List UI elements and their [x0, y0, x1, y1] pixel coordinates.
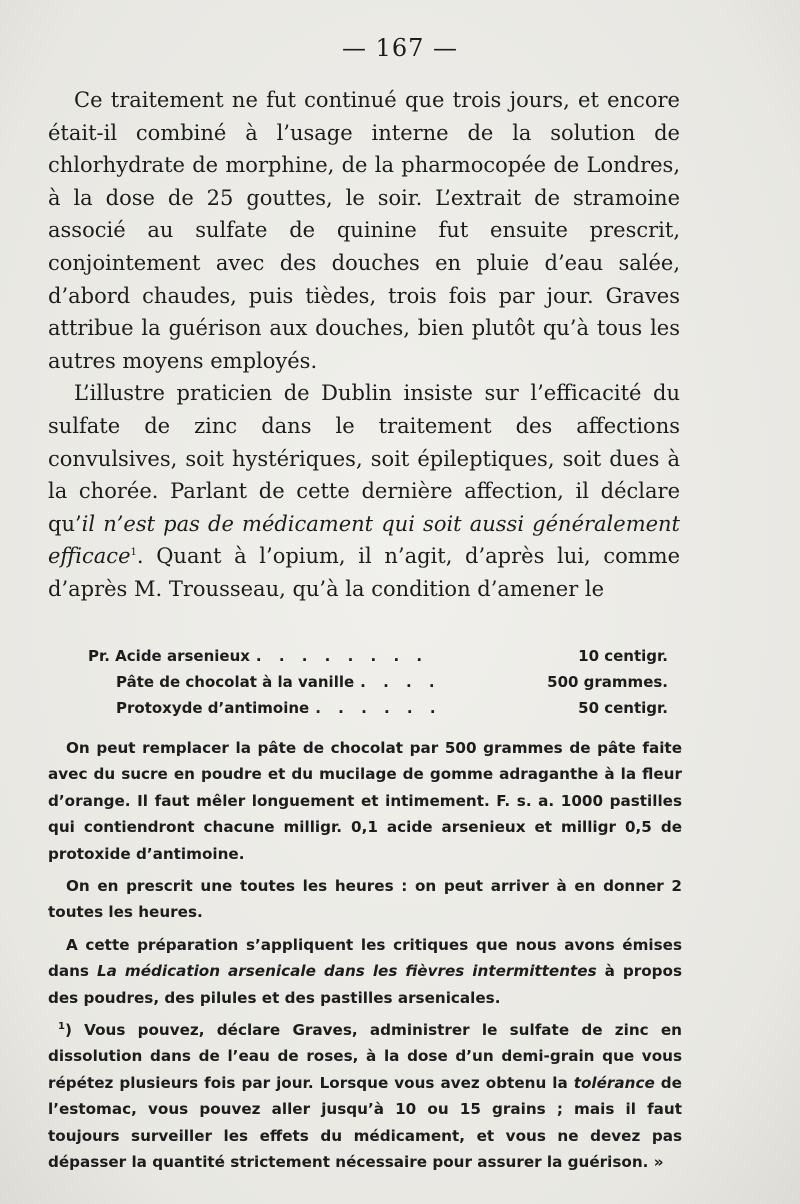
paragraph-1: Ce traitement ne fut continué que trois jours, et encore était-il combiné à l’usage interne de la solution de chlorhydrate de morphine, de la pharmocopée de Londres, à la dose de 25 gouttes, le soir. L’extrait de stramoine associé au sulfate de quinine fut ensuite prescrit, conjointement avec des douches en pluie d’eau salée, d’abord chaudes, puis tièdes, trois fois par jour. Graves attribue la guérison aux douches, bien plutôt qu’à tous les autres moyens employés.	[48, 88, 680, 373]
prescription-row	[88, 669, 668, 695]
leader-dots: . . . . . . . .	[255, 647, 429, 665]
prescription-row	[88, 695, 668, 721]
page-number: — 167 —	[341, 34, 459, 62]
leader-dots: . . . .	[360, 673, 441, 691]
paragraph-2-text: L’illustre praticien de Dublin insiste sur l’efficacité du sulfate de zinc dans le traitement des affections convulsives, soit hystériques, soit épileptiques, soit dues à la chorée. Parlant de cette dernière affection, il déclare qu’	[48, 381, 680, 536]
ingredient-name: Pâte de chocolat à la vanille	[116, 673, 355, 691]
footnote-ref: 1	[130, 547, 137, 559]
notes-section	[48, 735, 682, 1182]
footnote-term: tolérance	[573, 1073, 655, 1092]
paragraph-2-quote: il n’est pas de médicament qui soit aussi généralement efficace	[48, 511, 680, 569]
main-text	[48, 84, 680, 606]
note-3-text: A cette préparation s’appliquent les critiques que nous avons émises dans	[48, 935, 682, 981]
footnote	[48, 1017, 682, 1175]
prescription	[88, 643, 668, 721]
footnote-text: ) Vous pouvez, déclare Graves, administrer le sulfate de zinc en dissolution dans de l’eau de roses, à la dose d’un demi-grain que vous répétez plusieurs fois par jour. Lorsque vous avez obtenu la	[48, 1021, 682, 1092]
prescription-row	[88, 643, 668, 669]
ingredient-dose: 10 centigr.	[578, 647, 668, 665]
footnote-number: 1	[58, 1021, 65, 1032]
paragraph-2	[48, 377, 680, 605]
ingredient-name: Pr. Acide arsenieux	[88, 647, 250, 665]
leader-dots: . . . . . .	[315, 699, 442, 717]
ingredient-dose: 500 grammes.	[547, 673, 668, 691]
footnote-text-end: de l’estomac, vous pouvez aller jusqu’à 10 ou 15 grains ; mais il faut toujours surveiller les effets du médicament, et vous ne devez pas dépasser la quantité strictement nécessaire pour assurer la guérison. »	[48, 1073, 682, 1172]
ingredient-dose: 50 centigr.	[578, 699, 668, 717]
note-paragraph-2: On en prescrit une toutes les heures : on peut arriver à en donner 2 toutes les heures.	[48, 877, 682, 922]
note-paragraph-3	[48, 932, 682, 1011]
note-paragraph-1: On peut remplacer la pâte de chocolat par 500 grammes de pâte faite avec du sucre en poudre et du mucilage de gomme adraganthe à la fleur d’orange. Il faut mêler longuement et intimement. F. s. a. 1000 pastilles qui contiendront chacune milligr. 0,1 acide arsenieux et milligr 0,5 de protoxide d’antimoine.	[48, 739, 682, 863]
book-title: La médication arsenicale dans les fièvres intermittentes	[96, 962, 597, 981]
note-3-text-end: à propos des poudres, des pilules et des pastilles arsenicales.	[48, 962, 683, 1007]
paragraph-2-text-end: . Quant à l’opium, il n’agit, d’après lui, comme d’après M. Trousseau, qu’à la condition d’amener le	[48, 544, 680, 601]
ingredient-name: Protoxyde d’antimoine	[116, 699, 310, 717]
